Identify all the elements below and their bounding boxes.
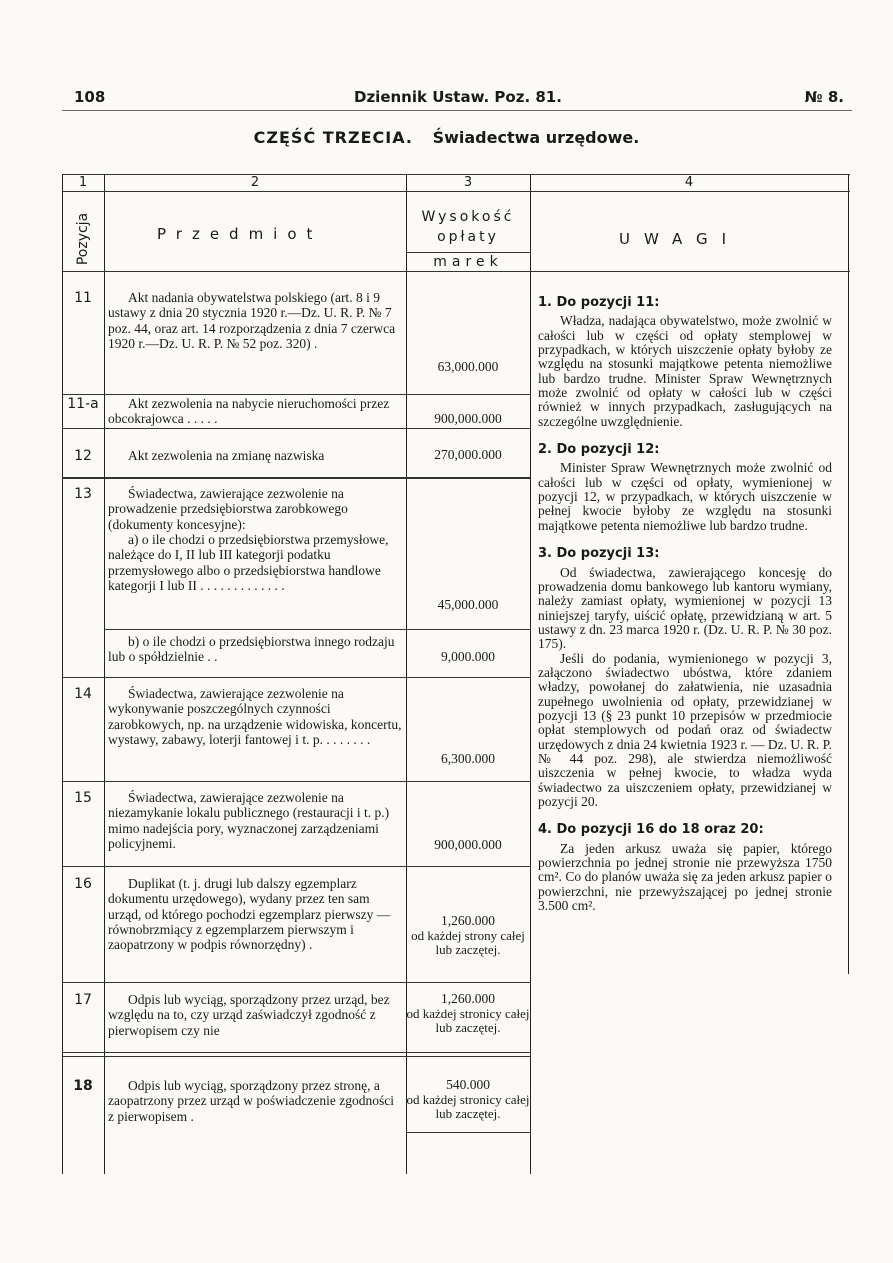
note-text: Od świadectwa, zawierającego koncesję do prowadzenia domu bankowego lub kantoru wymiany, należy zamiast opłaty, wymienionej w pozycji 13 niniejszej taryfy, uiścić opłatę, przewidzianą w art. 5 ustawy z dn. 23 marca 1920 r. (Dz. U. R. P. № 30 poz. 175). <box>538 564 832 652</box>
row-number: 12 <box>74 448 92 464</box>
col-number-1: 1 <box>78 175 88 190</box>
row-amount-note: od każdej strony całej lub zaczętej. <box>411 928 525 957</box>
row-separator <box>62 428 530 429</box>
journal-title: Dziennik Ustaw. Poz. 81. <box>354 88 562 106</box>
row-description: b) o ile chodzi o przedsiębiorstwa innego rodzaju lub o spółdzielnie . . <box>108 634 395 665</box>
row-description: Świadectwa, zawierające zezwolenie na prowadzenie przedsiębiorstwa zarobkowego (dokumenty koncesyjne): <box>108 486 348 532</box>
note-title: 4. Do pozycji 16 do 18 oraz 20: <box>538 822 764 838</box>
remarks-column <box>538 290 832 913</box>
row-amount: 9,000.000 <box>441 649 495 664</box>
row-description: Odpis lub wyciąg, sporządzony przez stronę, a zaopatrzony przez urząd w poświadczenie zgodności z pierwopisem . <box>108 1078 394 1124</box>
uwagi-header: UWAGI <box>619 230 741 248</box>
col-divider-1 <box>104 174 105 1174</box>
row-separator <box>62 982 530 983</box>
row-separator <box>62 478 530 479</box>
row-separator <box>406 1132 530 1133</box>
row-separator <box>62 1052 530 1053</box>
row-amount: 900,000.000 <box>434 837 502 852</box>
header-rule <box>62 110 852 111</box>
header-rule-marek <box>406 252 530 253</box>
row-separator <box>62 781 530 782</box>
row-number: 15 <box>74 790 92 806</box>
row-amount: 1,260.000 <box>441 991 495 1006</box>
row-number: 11-a <box>67 396 99 412</box>
row-description: Akt zezwolenia na zmianę nazwiska <box>128 448 325 463</box>
row-description: Akt nadania obywatelstwa polskiego (art. 8 i 9 ustawy z dnia 20 stycznia 1920 r.—Dz. U. R. P. № 7 poz. 44, oraz art. 14 rozporządzenia z dnia 7 czerwca 1920 r.—Dz. U. R. P. № 52 poz. 320) . <box>108 290 396 351</box>
row-amount: 540.000 <box>446 1077 490 1092</box>
row-description-a: a) o ile chodzi o przedsiębiorstwa przemysłowe, należące do I, II lub III kategorji podatku przemysłowego albo o przedsiębiorstwa handlowe kategorji I lub II . . . . . . . . . . . . . <box>108 532 389 593</box>
row-number: 13 <box>74 486 92 502</box>
row-separator <box>104 629 530 630</box>
row-amount: 270,000.000 <box>434 447 502 462</box>
row-number: 11 <box>74 290 92 306</box>
row-amount-note: od każdej stronicy całej lub zaczętej. <box>406 1092 530 1121</box>
row-separator <box>62 677 530 678</box>
table-border-right <box>848 174 849 974</box>
row-number: 16 <box>74 876 92 892</box>
page-header <box>74 88 844 110</box>
header-rule-bottom <box>62 271 850 272</box>
pozycja-header <box>64 204 102 274</box>
col-number-2: 2 <box>250 175 260 190</box>
note-text: Jeśli do podania, wymienionego w pozycji 3, załączono świadectwo ubóstwa, które zdaniem władzy, powołanej do załatwienia, nie uzasadnia zupełnego uwolnienia od opłaty, przewidzianej w pozycji 13 (§ 23 punkt 10 przepisów w przedmiocie opłat stemplowych od podań oraz od świadectw urzędowych z dnia 24 kwietnia 1923 r. — Dz. U. R. P. № 44 poz. 298), ale stwierdza niemożliwość uiszczenia w pełnej kwocie, to władza wyda świadectwo za uiszczeniem opłaty, przewidzianej w pozycji 20. <box>538 650 832 809</box>
tariff-table <box>62 174 850 1174</box>
note-text: Minister Spraw Wewnętrznych może zwolnić od całości lub w części od opłaty, wymienionej w pozycji 12, w przypadkach, w których uiszczenie w pełnej kwocie byłoby ze względu na stosunki majątkowe petenta niemożliwe lub bardzo trudne. <box>538 460 832 533</box>
row-description: Świadectwa, zawierające zezwolenie na niezamykanie lokalu publicznego (restauracji i t. p.) mimo nadejścia pory, wyznaczonej zarządzeniami policyjnemi. <box>108 790 390 851</box>
note-text: Władza, nadająca obywatelstwo, może zwolnić w całości lub w części od opłaty stemplowej w przypadkach, w których uiszczenie opłaty byłoby ze względu na stosunki majątkowe petenta niemożliwe lub bardzo trudne. Minister Spraw Wewnętrznych może zwolnić od opłaty w całości lub w części również w innych przypadkach, zasługujących na szczególne uwzględnienie. <box>538 313 832 429</box>
row-separator <box>62 866 530 867</box>
page-number: 108 <box>74 88 106 106</box>
row-separator <box>62 1056 530 1057</box>
note-title: 1. Do pozycji 11: <box>538 295 660 310</box>
row-separator <box>62 394 530 395</box>
pozycja-label: Pozycja <box>75 212 91 266</box>
row-amount: 45,000.000 <box>437 597 499 612</box>
row-description: Odpis lub wyciąg, sporządzony przez urząd, bez względu na to, czy urząd zaświadczył zgodność z pierwopisem czy nie <box>108 992 390 1038</box>
row-amount: 1,260.000 <box>441 913 495 928</box>
section-title <box>0 128 893 147</box>
przedmiot-header: Przedmiot <box>157 225 323 243</box>
wysokosc-label: Wysokość <box>421 209 515 225</box>
row-amount-note: od każdej stronicy całej lub zaczętej. <box>406 1006 530 1035</box>
wysokosc-header <box>406 207 530 247</box>
row-description: Świadectwa, zawierające zezwolenie na wykonywanie poszczególnych czynności zarobkowych, np. na urządzenie widowiska, koncertu, wystawy, zabawy, loterji fantowej i t. p. . . . . . . . <box>108 686 402 747</box>
row-number: 14 <box>74 686 92 702</box>
marek-header: marek <box>433 254 503 270</box>
row-amount: 900,000.000 <box>434 411 502 426</box>
section-heading: CZĘŚĆ TRZECIA. <box>253 128 413 147</box>
row-description: Akt zezwolenia na nabycie nieruchomości przez obcokrajowca . . . . . <box>108 396 390 427</box>
note-text: Za jeden arkusz uważa się papier, którego powierzchnia po jednej stronie nie przewyższa 1750 cm². Co do planów uważa się za jeden arkusz papier o powierzchni, nie przewyższającej po jednej stronie 3.500 cm². <box>538 840 832 914</box>
row-number: 18 <box>73 1078 93 1094</box>
col-divider-3 <box>530 174 531 1174</box>
issue-number: № 8. <box>804 88 844 106</box>
note-title: 3. Do pozycji 13: <box>538 546 660 562</box>
row-description: Duplikat (t. j. drugi lub dalszy egzemplarz dokumentu urzędowego), wydany przez ten sam urząd, od którego pochodzi egzemplarz pierwszy — równobrzmiący z egzemplarzem pierwszym i zaopatrzony w podpis równorzędny) . <box>108 876 391 953</box>
col-number-4: 4 <box>684 175 694 190</box>
oplaty-label: opłaty <box>437 229 499 245</box>
table-border-left <box>62 174 63 1174</box>
row-amount: 6,300.000 <box>441 751 495 766</box>
section-subheading: Świadectwa urzędowe. <box>432 128 640 147</box>
note-title: 2. Do pozycji 12: <box>538 442 660 458</box>
col-number-3: 3 <box>463 175 473 190</box>
row-amount: 63,000.000 <box>437 359 499 374</box>
header-rule-numbers <box>62 191 850 192</box>
row-number: 17 <box>74 992 92 1008</box>
